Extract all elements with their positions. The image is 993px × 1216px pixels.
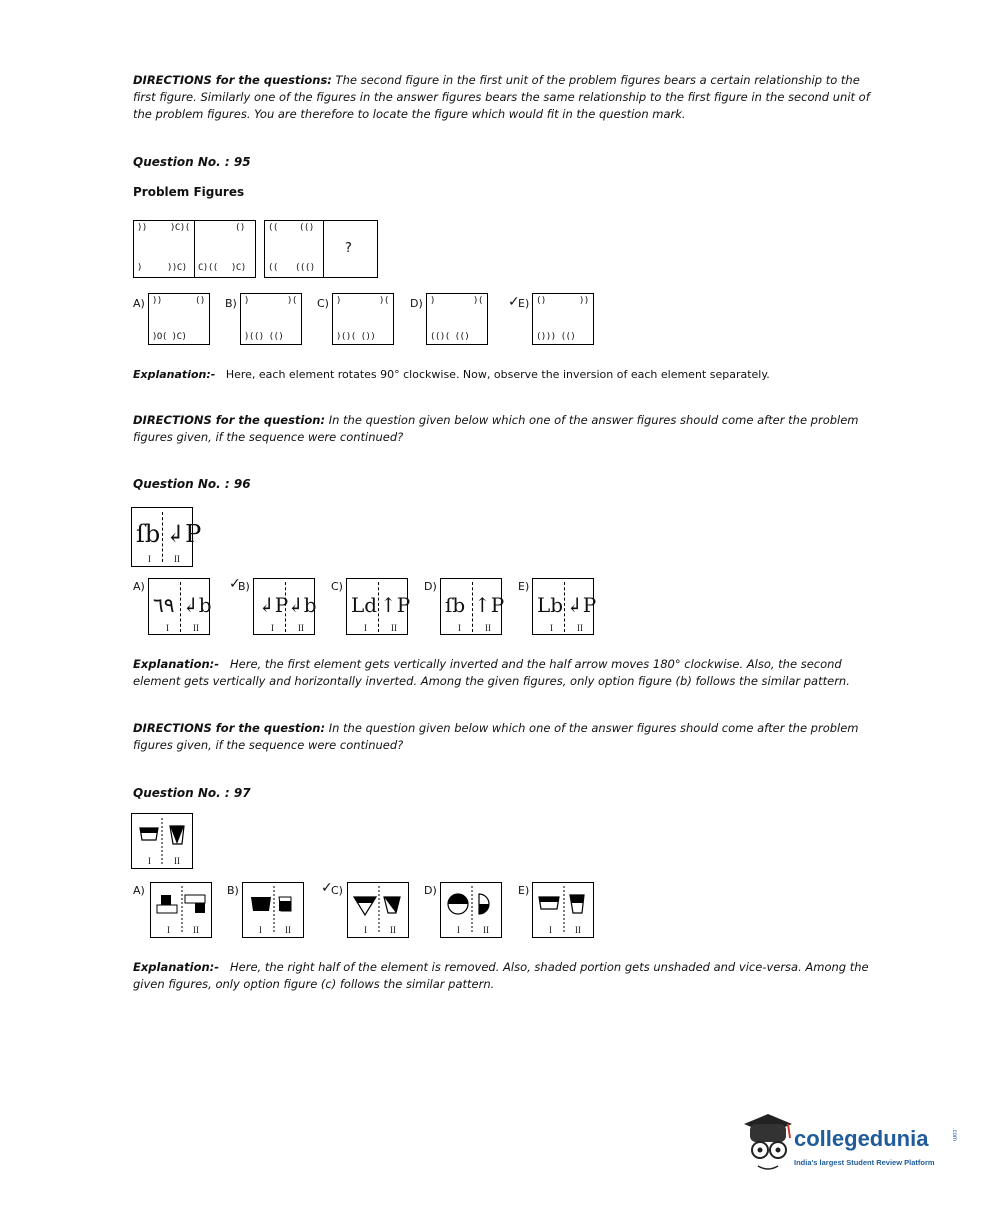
q96-problem-roman-2: II — [174, 554, 180, 564]
q97-option-b[interactable] — [242, 882, 304, 938]
q96-explanation-text: Here, the first element gets vertically inverted and the half arrow moves 180° clockwise. Also, the second element gets vertically and horizontally inverted. Among the given figures, only option figure (b) follows the similar pattern. — [133, 657, 850, 688]
q96-ob-right: ↲b — [287, 593, 317, 617]
q96-od-roman-1: I — [458, 623, 461, 633]
q96-od-left: ſb — [445, 593, 466, 617]
q96-ob-divider — [285, 582, 286, 632]
q95-option-d[interactable] — [426, 293, 488, 345]
q95-oe-top-right: )) — [579, 296, 589, 306]
q97-option-a[interactable] — [150, 882, 212, 938]
q95-od-top-right: )( — [473, 296, 483, 306]
q97-ob-roman-2: II — [285, 925, 291, 935]
q97-option-c[interactable] — [347, 882, 409, 938]
q95-question-mark: ? — [345, 241, 352, 256]
q96-oa-right: ↲b — [182, 593, 212, 617]
q95-oe-top-left: () — [536, 296, 546, 306]
directions-1 — [133, 72, 878, 123]
q95-pb1-top-left: )) — [137, 223, 147, 233]
q95-problem-label: Problem Figures — [133, 185, 245, 199]
q96-ob-roman-1: I — [271, 623, 274, 633]
q95-ob-top-left: ) — [244, 296, 249, 306]
q95-oa-top-left: )) — [152, 296, 162, 306]
q96-explanation-label: Explanation:- — [133, 657, 220, 671]
q95-oa-bottom: )O( )C) — [152, 332, 187, 342]
q95-pb1-top-right: )C)( — [170, 223, 190, 233]
q96-option-d-label[interactable]: D) — [424, 580, 437, 593]
q96-problem-divider — [162, 512, 163, 562]
collegedunia-logo[interactable] — [738, 1110, 968, 1180]
q95-oc-top-left: ) — [336, 296, 341, 306]
q96-option-c[interactable] — [346, 578, 411, 635]
q97-explanation — [133, 959, 878, 993]
q95-option-c-label[interactable]: C) — [317, 297, 329, 310]
logo-com: .com — [951, 1128, 957, 1142]
q96-oa-divider — [180, 582, 181, 632]
q95-option-d-label[interactable]: D) — [410, 297, 423, 310]
q96-oa-roman-1: I — [166, 623, 169, 633]
directions-3-lead: DIRECTIONS for the question: — [133, 721, 326, 735]
q96-problem-figure — [131, 507, 202, 567]
q96-od-right: ↑P — [474, 593, 505, 617]
q95-option-e-label[interactable]: E) — [518, 297, 530, 310]
q97-problem-figure — [131, 813, 193, 869]
q96-correct-mark: ✓ — [229, 576, 241, 592]
q95-od-bottom: (()( (() — [430, 332, 470, 342]
q97-oe-shapes — [533, 883, 593, 937]
directions-2-text: In the question given below which one of the answer figures should come after the problem figures given, if the sequence were continued? — [133, 413, 859, 444]
q96-oe-right: ↲P — [566, 593, 597, 617]
mascot-icon — [738, 1110, 794, 1172]
q95-oa-top-right: () — [195, 296, 205, 306]
q97-option-e-label[interactable]: E) — [518, 884, 530, 897]
q95-pb2-bottom-right: )C) — [231, 263, 246, 273]
q96-od-roman-2: II — [485, 623, 491, 633]
q96-oc-roman-1: I — [364, 623, 367, 633]
q95-option-a-label[interactable]: A) — [133, 297, 145, 310]
q97-oa-shapes — [151, 883, 211, 937]
q96-oa-roman-2: II — [193, 623, 199, 633]
q95-problem-box-question — [323, 220, 378, 278]
q95-explanation — [133, 366, 878, 383]
q96-number: Question No. : 96 — [133, 477, 251, 491]
q95-explanation-text: Here, each element rotates 90° clockwise. Now, observe the inversion of each element separately. — [225, 368, 770, 381]
q97-oc-roman-2: II — [390, 925, 396, 935]
q95-explanation-label: Explanation:- — [133, 368, 216, 381]
q95-number: Question No. : 95 — [133, 155, 251, 169]
q97-correct-mark: ✓ — [321, 880, 333, 896]
q97-explanation-label: Explanation:- — [133, 960, 220, 974]
q96-oa-left: ٦٩ — [153, 593, 175, 617]
q96-oe-roman-2: II — [577, 623, 583, 633]
q97-od-roman-1: I — [457, 925, 460, 935]
q97-option-d-label[interactable]: D) — [424, 884, 437, 897]
q97-oe-roman-1: I — [549, 925, 552, 935]
q97-problem-roman-1: I — [148, 856, 151, 866]
q95-pb2-bottom-left: C)(( — [198, 263, 218, 273]
q96-problem-left: ſb — [136, 520, 161, 548]
q95-pb2-top-right: () — [235, 223, 245, 233]
q96-oe-roman-1: I — [550, 623, 553, 633]
q97-oa-roman-1: I — [167, 925, 170, 935]
q95-option-b[interactable] — [240, 293, 302, 345]
q97-oc-shapes — [348, 883, 408, 937]
q97-ob-shapes — [243, 883, 303, 937]
q96-oc-left: Ld — [351, 593, 378, 617]
q96-ob-roman-2: II — [298, 623, 304, 633]
q96-oe-divider — [564, 582, 565, 632]
q97-oe-roman-2: II — [575, 925, 581, 935]
q96-option-a-label[interactable]: A) — [133, 580, 145, 593]
q97-option-d[interactable] — [440, 882, 502, 938]
directions-3 — [133, 720, 878, 754]
q96-oc-divider — [378, 582, 379, 632]
q95-ob-top-right: )( — [287, 296, 297, 306]
q97-oa-roman-2: II — [193, 925, 199, 935]
q95-option-c[interactable] — [332, 293, 394, 345]
directions-3-text: In the question given below which one of the answer figures should come after the problem figures given, if the sequence were continued? — [133, 721, 859, 752]
directions-2-lead: DIRECTIONS for the question: — [133, 413, 326, 427]
q96-ob-left: ↲P — [258, 593, 289, 617]
q95-ob-bottom: )(() (() — [244, 332, 284, 342]
q95-pb1-bottom-right: ))C) — [167, 263, 187, 273]
q96-oc-roman-2: II — [391, 623, 397, 633]
q96-od-divider — [472, 582, 473, 632]
q96-option-e-label[interactable]: E) — [518, 580, 530, 593]
q95-option-a[interactable] — [148, 293, 210, 345]
q97-number: Question No. : 97 — [133, 786, 251, 800]
q96-option-b[interactable] — [253, 578, 315, 635]
q97-od-shapes — [441, 883, 501, 937]
q97-problem-shapes — [132, 814, 192, 868]
q96-oe-left: Lb — [537, 593, 564, 617]
q95-oc-top-right: )( — [379, 296, 389, 306]
q95-problem-box-1 — [133, 220, 195, 278]
q95-problem-box-3 — [264, 220, 324, 278]
q95-od-top-left: ) — [430, 296, 435, 306]
q96-explanation — [133, 656, 878, 690]
q95-pb3-top-left: (( — [268, 223, 278, 233]
q95-oe-bottom: ())) (() — [536, 332, 576, 342]
directions-2 — [133, 412, 878, 446]
q95-pb3-top-right: (() — [299, 223, 314, 233]
q95-pb1-bottom-left: ) — [137, 263, 142, 273]
q96-option-a[interactable] — [148, 578, 210, 635]
q96-problem-right: ↲P — [165, 520, 202, 548]
q97-option-e[interactable] — [532, 882, 594, 938]
q96-option-e[interactable] — [532, 578, 597, 635]
q96-option-d[interactable] — [440, 578, 505, 635]
q95-pb3-bottom-right: ((() — [295, 263, 315, 273]
q97-od-roman-2: II — [483, 925, 489, 935]
logo-tagline: India's largest Student Review Platform — [794, 1158, 935, 1167]
q96-option-c-label[interactable]: C) — [331, 580, 343, 593]
q95-option-b-label[interactable]: B) — [225, 297, 237, 310]
directions-1-lead: DIRECTIONS for the questions: — [133, 73, 332, 87]
q97-option-a-label[interactable]: A) — [133, 884, 145, 897]
q97-problem-roman-2: II — [174, 856, 180, 866]
q97-ob-roman-1: I — [259, 925, 262, 935]
q95-option-e[interactable] — [532, 293, 594, 345]
directions-1-text: The second figure in the first unit of the problem figures bears a certain relationship to the first figure. Similarly one of the figures in the answer figures bears the same relationship to the first figure in the second unit of the problem figures. You are therefore to locate the figure which would fit in the question mark. — [133, 73, 870, 121]
q96-problem-roman-1: I — [148, 554, 151, 564]
logo-name: collegedunia — [794, 1126, 929, 1151]
q96-option-b-label[interactable]: B) — [238, 580, 250, 593]
q97-option-b-label[interactable]: B) — [227, 884, 239, 897]
q95-oc-bottom: )()( ()) — [336, 332, 376, 342]
q95-correct-mark: ✓ — [508, 294, 520, 310]
q95-problem-box-2 — [194, 220, 256, 278]
q97-oc-roman-1: I — [364, 925, 367, 935]
q97-explanation-text: Here, the right half of the element is removed. Also, shaded portion gets unshaded and vice-versa. Among the given figures, only option figure (c) follows the similar pattern. — [133, 960, 869, 991]
q96-oc-right: ↑P — [380, 593, 411, 617]
q95-pb3-bottom-left: (( — [268, 263, 278, 273]
q97-option-c-label[interactable]: C) — [331, 884, 343, 897]
